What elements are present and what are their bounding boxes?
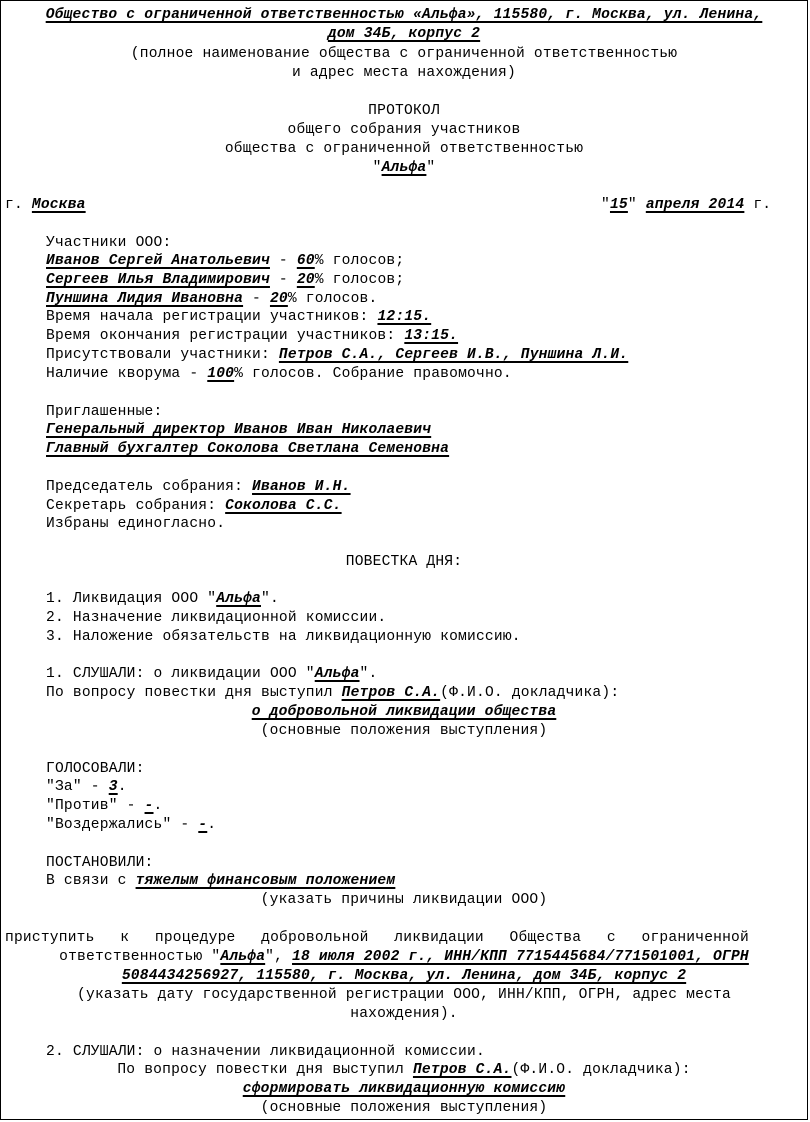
resolution-hint-line1: (указать дату государственной регистрации ООО, ИНН/КПП, ОГРН, адрес места bbox=[77, 987, 731, 1003]
agenda-title: ПОВЕСТКА ДНЯ: bbox=[345, 554, 463, 570]
agenda-item: 2. Назначение ликвидационной комиссии. bbox=[46, 610, 387, 626]
present-participants: Присутствовали участники: Петров С.А., Сергеев И.В., Пуншина Л.И. bbox=[46, 347, 629, 363]
agenda-item: 3. Наложение обязательств на ликвидационную комиссию. bbox=[46, 629, 521, 645]
resolution-text-line2: ответственностью "Альфа", 18 июля 2002 г., ИНН/КПП 7715445684/771501001, ОГРН bbox=[59, 949, 749, 965]
resolution-reason: В связи с тяжелым финансовым положением bbox=[46, 873, 396, 889]
q1-topic-hint: (основные положения выступления) bbox=[260, 723, 548, 739]
invited-item: Генеральный директор Иванов Иван Николаевич bbox=[46, 422, 432, 438]
voting-label: ГОЛОСОВАЛИ: bbox=[46, 761, 145, 777]
q2-topic: сформировать ликвидационную комиссию bbox=[242, 1081, 566, 1097]
q1-speaker: По вопросу повестки дня выступил Петров С.А.(Ф.И.О. докладчика): bbox=[46, 685, 620, 701]
protocol-company: "Альфа" bbox=[372, 160, 436, 176]
chairman: Председатель собрания: Иванов И.Н. bbox=[46, 479, 351, 495]
protocol-subtitle-1: общего собрания участников bbox=[287, 122, 521, 138]
participants-label: Участники ООО: bbox=[46, 235, 172, 251]
participant-row: Пуншина Лидия Ивановна - 20% голосов. bbox=[46, 291, 378, 307]
vote-for: "За" - 3. bbox=[46, 779, 127, 795]
protocol-title: ПРОТОКОЛ bbox=[368, 103, 440, 119]
agenda-item: 1. Ликвидация ООО "Альфа". bbox=[46, 591, 279, 607]
elected-note: Избраны единогласно. bbox=[46, 516, 226, 532]
resolution-text-line3: 5084434256927, 115580, г. Москва, ул. Ленина, дом 34Б, корпус 2 bbox=[121, 968, 687, 984]
resolution-text-line1: приступить к процедуре добровольной ликвидации Общества с ограниченной bbox=[5, 930, 749, 946]
secretary: Секретарь собрания: Соколова С.С. bbox=[46, 498, 342, 514]
registration-start: Время начала регистрации участников: 12:15. bbox=[46, 309, 432, 325]
quorum: Наличие кворума - 100% голосов. Собрание правомочно. bbox=[46, 366, 512, 382]
org-header-line2: дом 34Б, корпус 2 bbox=[327, 26, 481, 42]
q2-speaker: По вопросу повестки дня выступил Петров С.А.(Ф.И.О. докладчика): bbox=[117, 1062, 691, 1078]
resolution-hint-line2: нахождения). bbox=[350, 1006, 458, 1022]
q2-topic-hint: (основные положения выступления) bbox=[260, 1100, 548, 1116]
invited-label: Приглашенные: bbox=[46, 404, 163, 420]
resolution-reason-hint: (указать причины ликвидации ООО) bbox=[260, 892, 548, 908]
org-header-line1: Общество с ограниченной ответственностью «Альфа», 115580, г. Москва, ул. Ленина, bbox=[45, 7, 763, 23]
meeting-place: г. Москва bbox=[5, 197, 86, 213]
q1-heard: 1. СЛУШАЛИ: о ликвидации ООО "Альфа". bbox=[46, 666, 378, 682]
q1-topic: о добровольной ликвидации общества bbox=[251, 704, 557, 720]
participant-row: Сергеев Илья Владимирович - 20% голосов; bbox=[46, 272, 405, 288]
q2-heard: 2. СЛУШАЛИ: о назначении ликвидационной комиссии. bbox=[46, 1044, 485, 1060]
vote-abstain: "Воздержались" - -. bbox=[46, 817, 217, 833]
meeting-date: "15" апреля 2014 г. bbox=[601, 197, 772, 213]
vote-against: "Против" - -. bbox=[46, 798, 163, 814]
org-header-hint1: (полное наименование общества с ограниченной ответственностью bbox=[130, 46, 678, 62]
participant-row: Иванов Сергей Анатольевич - 60% голосов; bbox=[46, 253, 405, 269]
invited-item: Главный бухгалтер Соколова Светлана Семеновна bbox=[46, 441, 450, 457]
registration-end: Время окончания регистрации участников: 13:15. bbox=[46, 328, 459, 344]
protocol-subtitle-2: общества с ограниченной ответственностью bbox=[224, 141, 584, 157]
org-header-hint2: и адрес места нахождения) bbox=[292, 65, 516, 81]
resolution-label: ПОСТАНОВИЛИ: bbox=[46, 855, 154, 871]
